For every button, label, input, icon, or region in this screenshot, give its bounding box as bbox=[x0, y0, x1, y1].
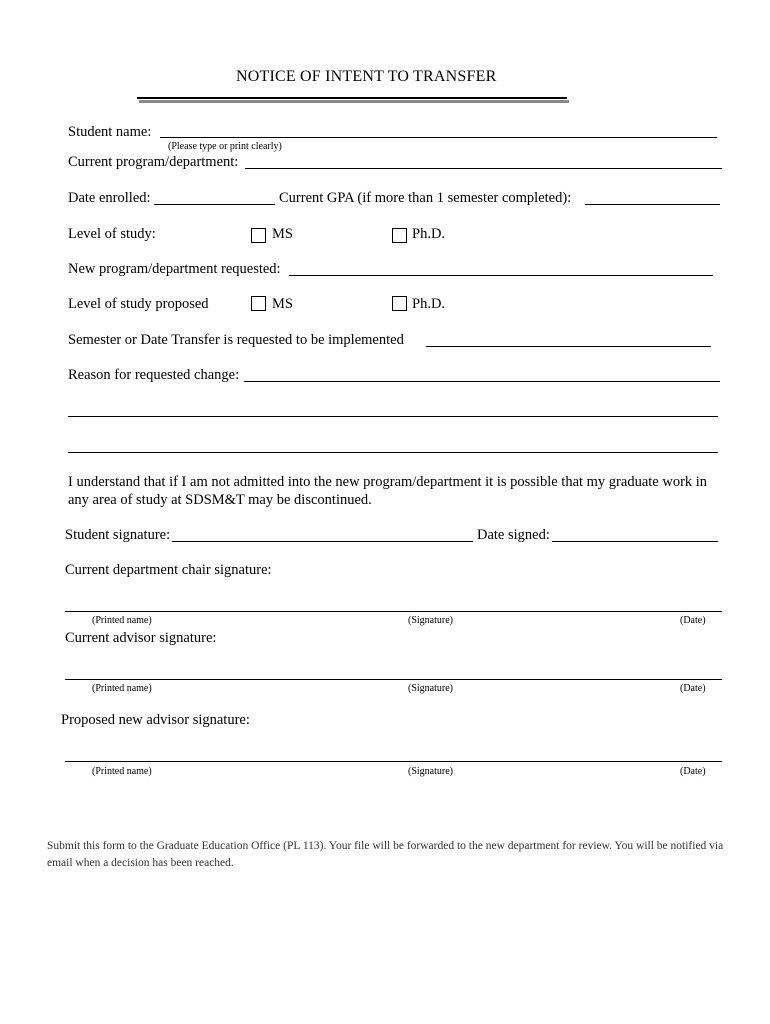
title-underline bbox=[137, 97, 567, 99]
title-underline-shadow bbox=[139, 100, 569, 103]
reason-label: Reason for requested change: bbox=[68, 367, 240, 383]
proposed-phd-option-label: Ph.D. bbox=[412, 296, 446, 312]
new-advisor-signature-label: Proposed new advisor signature: bbox=[61, 712, 250, 728]
current-program-field[interactable] bbox=[245, 168, 722, 169]
page-title: NOTICE OF INTENT TO TRANSFER bbox=[236, 68, 497, 85]
date-enrolled-label: Date enrolled: bbox=[68, 190, 151, 206]
chair-date-caption: (Date) bbox=[680, 615, 706, 626]
chair-printed-name-caption: (Printed name) bbox=[92, 615, 152, 626]
date-signed-label: Date signed: bbox=[477, 527, 550, 543]
reason-field-line-3[interactable] bbox=[68, 452, 718, 453]
semester-transfer-field[interactable] bbox=[426, 346, 711, 347]
new-advisor-signature-field[interactable] bbox=[65, 761, 722, 762]
chair-signature-caption: (Signature) bbox=[408, 615, 453, 626]
advisor-signature-field[interactable] bbox=[65, 679, 722, 680]
current-gpa-field[interactable] bbox=[585, 204, 720, 205]
reason-field-line-2[interactable] bbox=[68, 416, 718, 417]
advisor-signature-label: Current advisor signature: bbox=[65, 630, 217, 646]
current-gpa-label: Current GPA (if more than 1 semester completed): bbox=[279, 190, 572, 206]
advisor-printed-name-caption: (Printed name) bbox=[92, 683, 152, 694]
new-advisor-printed-name-caption: (Printed name) bbox=[92, 766, 152, 777]
ms-checkbox[interactable] bbox=[251, 228, 266, 243]
submission-instructions: Submit this form to the Graduate Education Office (PL 113). Your file will be forwarded to the new department for review. You will be notified via email when a decision has been reached. bbox=[47, 840, 724, 869]
student-signature-label: Student signature: bbox=[65, 527, 171, 543]
phd-option-label: Ph.D. bbox=[412, 226, 446, 242]
date-enrolled-field[interactable] bbox=[154, 204, 275, 205]
advisor-signature-caption: (Signature) bbox=[408, 683, 453, 694]
student-signature-field[interactable] bbox=[172, 541, 473, 542]
current-program-label: Current program/department: bbox=[68, 154, 239, 170]
ms-option-label: MS bbox=[272, 226, 293, 242]
proposed-ms-checkbox[interactable] bbox=[251, 296, 266, 311]
semester-transfer-label: Semester or Date Transfer is requested to be implemented bbox=[68, 332, 404, 348]
student-name-label: Student name: bbox=[68, 124, 152, 140]
new-program-label: New program/department requested: bbox=[68, 261, 281, 277]
new-advisor-date-caption: (Date) bbox=[680, 766, 706, 777]
advisor-date-caption: (Date) bbox=[680, 683, 706, 694]
chair-signature-label: Current department chair signature: bbox=[65, 562, 272, 578]
date-signed-field[interactable] bbox=[552, 541, 718, 542]
level-proposed-label: Level of study proposed bbox=[68, 296, 209, 312]
new-program-field[interactable] bbox=[289, 275, 713, 276]
level-of-study-label: Level of study: bbox=[68, 226, 156, 242]
proposed-phd-checkbox[interactable] bbox=[392, 296, 407, 311]
print-hint: (Please type or print clearly) bbox=[168, 141, 282, 152]
reason-field-line-1[interactable] bbox=[244, 381, 720, 382]
proposed-ms-option-label: MS bbox=[272, 296, 293, 312]
acknowledgement-statement: I understand that if I am not admitted into the new program/department it is possible that my graduate work in any area of study at SDSM&T may be discontinued. bbox=[68, 474, 708, 508]
student-name-field[interactable] bbox=[160, 137, 717, 138]
chair-signature-field[interactable] bbox=[65, 611, 722, 612]
new-advisor-signature-caption: (Signature) bbox=[408, 766, 453, 777]
phd-checkbox[interactable] bbox=[392, 228, 407, 243]
